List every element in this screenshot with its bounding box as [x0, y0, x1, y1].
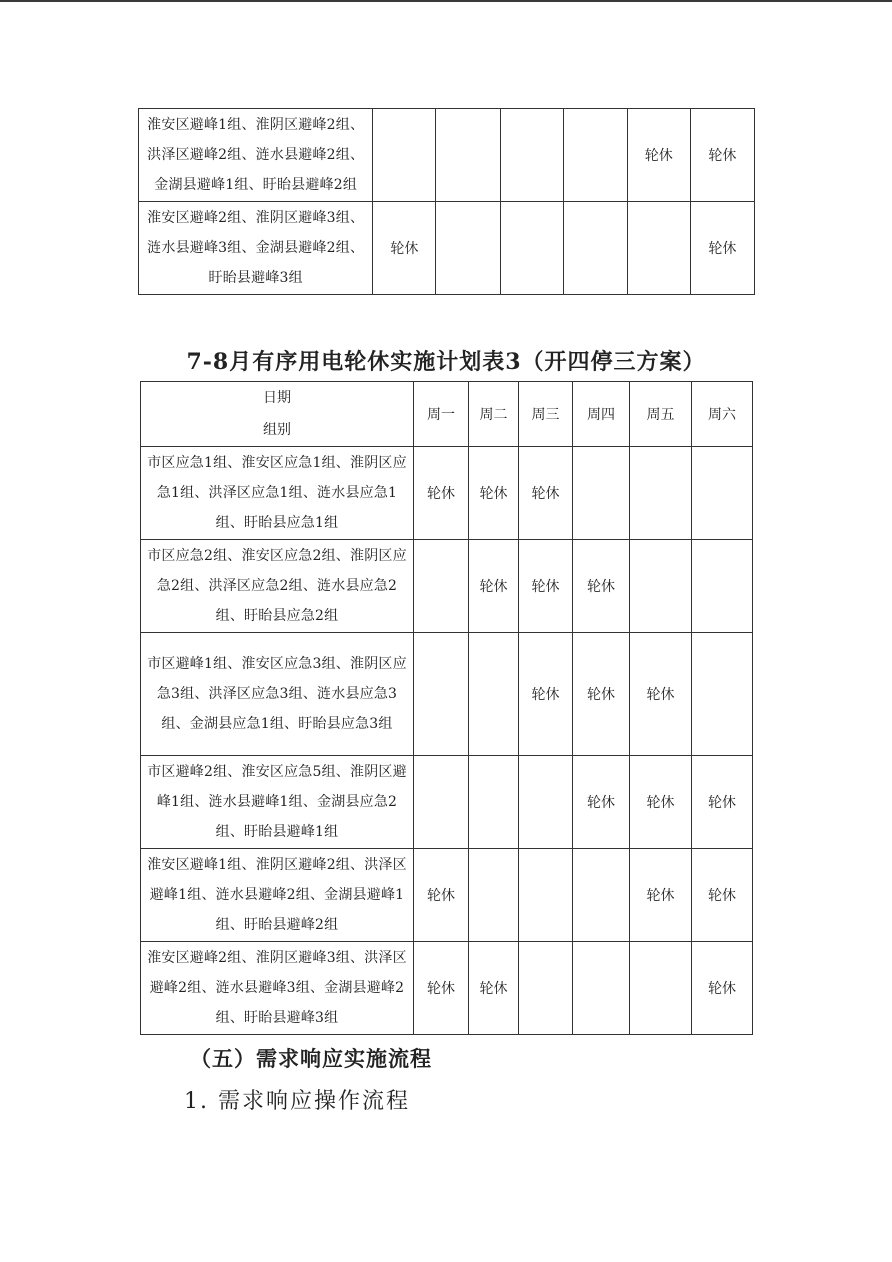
table-row: [141, 540, 753, 633]
day-header: 周一: [414, 382, 469, 447]
section-heading: （五）需求响应实施流程: [190, 1046, 432, 1071]
table-row: [141, 849, 753, 942]
table-row: [139, 109, 755, 202]
day-cell: [630, 447, 692, 540]
group-cell: 淮安区避峰2组、淮阴区避峰3组、洪泽区避峰2组、涟水县避峰3组、金湖县避峰2组、盱眙县避峰3组: [141, 942, 414, 1035]
day-cell: 轮休: [469, 447, 519, 540]
group-cell: 淮安区避峰2组、淮阴区避峰3组、涟水县避峰3组、金湖县避峰2组、盱眙县避峰3组: [139, 202, 373, 295]
day-cell: [573, 447, 630, 540]
day-cell: 轮休: [573, 633, 630, 756]
day-cell: [573, 942, 630, 1035]
day-cell: 轮休: [630, 849, 692, 942]
day-cell: 轮休: [519, 633, 573, 756]
day-cell: [630, 942, 692, 1035]
day-cell: 轮休: [519, 447, 573, 540]
day-cell: [519, 849, 573, 942]
day-cell: 轮休: [692, 849, 753, 942]
day-cell: 轮休: [573, 756, 630, 849]
day-header: 周五: [630, 382, 692, 447]
day-cell: 轮休: [630, 633, 692, 756]
day-header: 周二: [469, 382, 519, 447]
day-cell: [519, 942, 573, 1035]
day-cell: [692, 633, 753, 756]
table-row: [139, 202, 755, 295]
day-cell: 轮休: [414, 942, 469, 1035]
day-cell: [563, 109, 627, 202]
rotation-table-2-continued: [138, 108, 755, 295]
day-cell: 轮休: [692, 756, 753, 849]
day-cell: 轮休: [630, 756, 692, 849]
table-title: 7-8月有序用电轮休实施计划表3（开四停三方案）: [186, 349, 706, 375]
day-cell: 轮休: [573, 540, 630, 633]
day-cell: [500, 109, 563, 202]
table-row: [141, 633, 753, 756]
table-header-row: [141, 382, 753, 447]
day-cell: 轮休: [690, 109, 754, 202]
group-cell: 市区应急2组、淮安区应急2组、淮阴区应急2组、洪泽区应急2组、涟水县应急2组、盱眙县应急2组: [141, 540, 414, 633]
day-cell: [469, 849, 519, 942]
table-row: [141, 942, 753, 1035]
day-cell: [692, 447, 753, 540]
day-cell: [414, 756, 469, 849]
day-cell: [436, 109, 500, 202]
day-cell: [373, 109, 436, 202]
date-header-label: 日期: [263, 390, 291, 406]
group-cell: 市区避峰2组、淮安区应急5组、淮阴区避峰1组、涟水县避峰1组、金湖县应急2组、盱眙县避峰1组: [141, 756, 414, 849]
table-row: [141, 756, 753, 849]
section-subheading: 1. 需求响应操作流程: [184, 1089, 410, 1114]
day-cell: [692, 540, 753, 633]
day-cell: 轮休: [469, 942, 519, 1035]
group-header-label: 组别: [263, 422, 291, 438]
day-cell: [469, 633, 519, 756]
day-cell: 轮休: [469, 540, 519, 633]
day-cell: [414, 540, 469, 633]
day-cell: [630, 540, 692, 633]
day-cell: 轮休: [627, 109, 690, 202]
group-cell: 淮安区避峰1组、淮阴区避峰2组、洪泽区避峰2组、涟水县避峰2组、金湖县避峰1组、盱眙县避峰2组: [139, 109, 373, 202]
group-cell: 市区避峰1组、淮安区应急3组、淮阴区应急3组、洪泽区应急3组、涟水县应急3组、金湖县应急1组、盱眙县应急3组: [141, 633, 414, 756]
day-cell: 轮休: [690, 202, 754, 295]
header-corner-cell: [141, 382, 414, 447]
day-cell: [563, 202, 627, 295]
day-cell: [469, 756, 519, 849]
day-cell: 轮休: [373, 202, 436, 295]
day-cell: [627, 202, 690, 295]
group-cell: 淮安区避峰1组、淮阴区避峰2组、洪泽区避峰1组、涟水县避峰2组、金湖县避峰1组、盱眙县避峰2组: [141, 849, 414, 942]
day-cell: [573, 849, 630, 942]
day-cell: [414, 633, 469, 756]
day-cell: [500, 202, 563, 295]
table-row: [141, 447, 753, 540]
day-cell: [519, 756, 573, 849]
day-cell: 轮休: [414, 849, 469, 942]
day-cell: 轮休: [414, 447, 469, 540]
day-header: 周三: [519, 382, 573, 447]
group-cell: 市区应急1组、淮安区应急1组、淮阴区应急1组、洪泽区应急1组、涟水县应急1组、盱眙县应急1组: [141, 447, 414, 540]
day-cell: 轮休: [692, 942, 753, 1035]
day-header: 周六: [692, 382, 753, 447]
day-cell: [436, 202, 500, 295]
day-header: 周四: [573, 382, 630, 447]
rotation-table-3: [140, 381, 753, 1035]
page-top-border: [0, 0, 892, 2]
day-cell: 轮休: [519, 540, 573, 633]
